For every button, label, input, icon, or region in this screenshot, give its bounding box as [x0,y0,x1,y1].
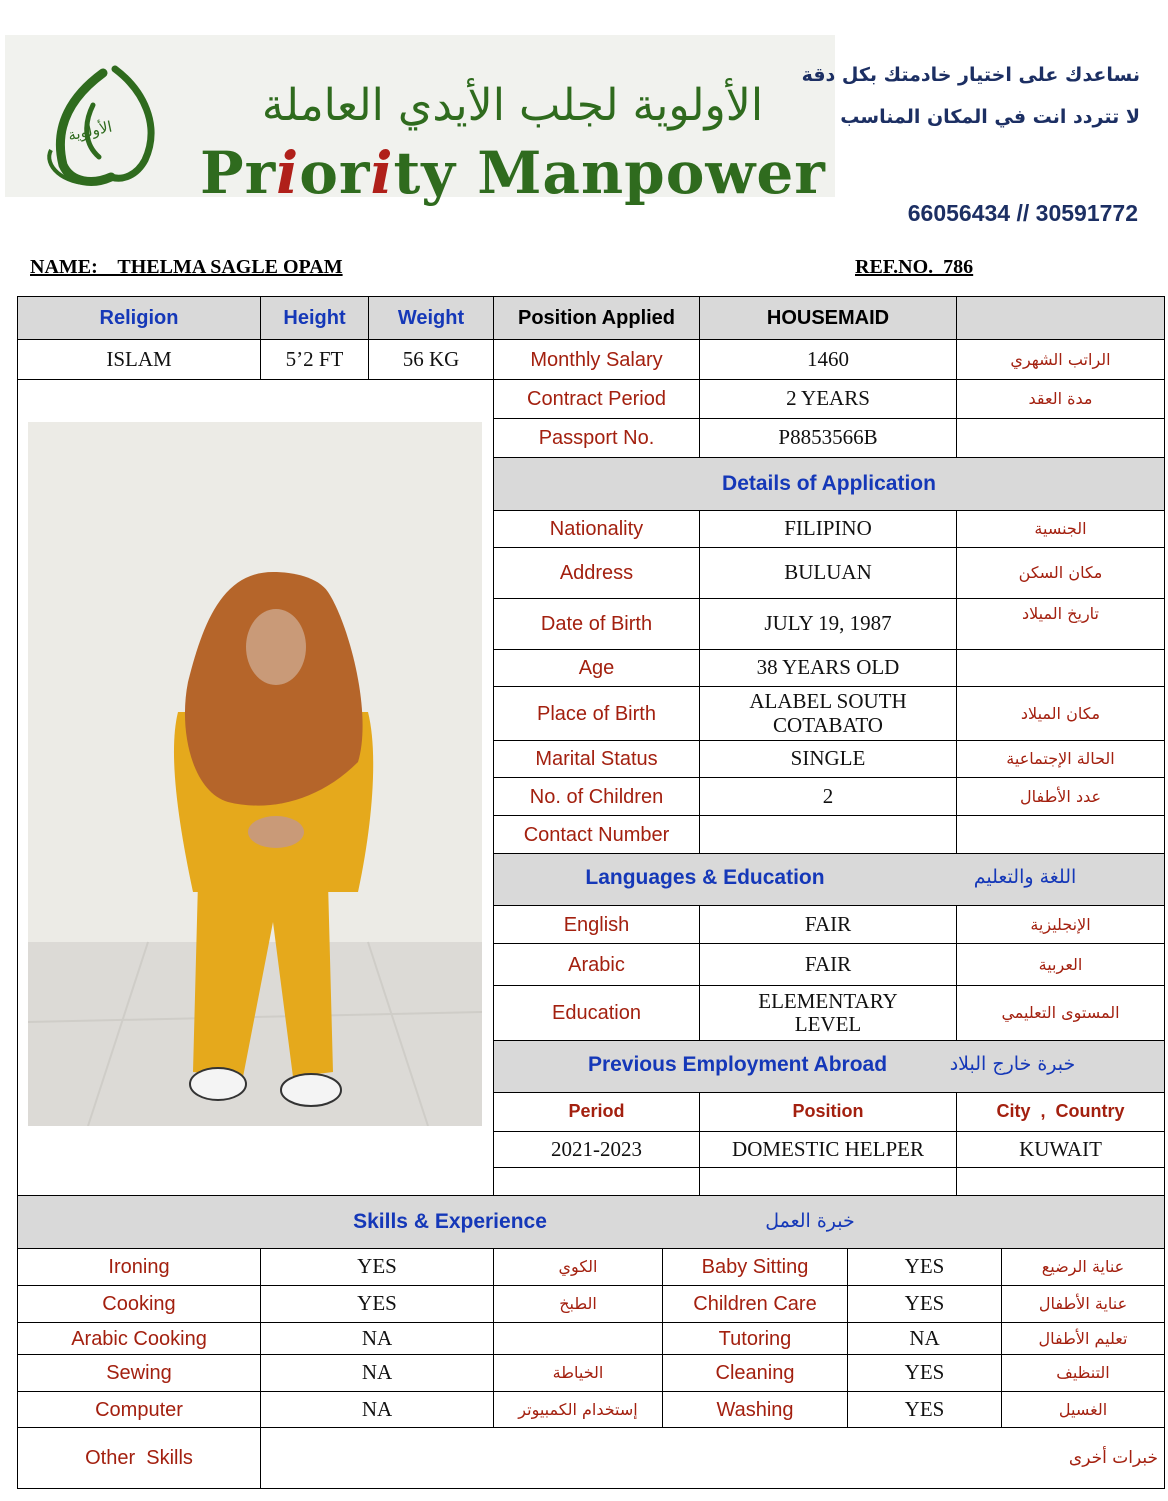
employment-position: DOMESTIC HELPER [699,1131,957,1168]
marital-status-value: SINGLE [699,740,957,778]
slogan-line-2: لا تتردد انت في المكان المناسب [840,106,1140,128]
reference-number: REF.NO. 786 [855,256,974,278]
emblem-text: الأولوية [66,117,114,145]
date-of-birth-label: Date of Birth [493,598,700,650]
position-empty-cell [956,296,1165,340]
skill-cooking-arabic: الطبخ [493,1285,663,1323]
skill-tutoring-label: Tutoring [662,1322,848,1355]
employment-col-position: Position [699,1092,957,1132]
employment-city: KUWAIT [956,1131,1165,1168]
position-applied-value: HOUSEMAID [699,296,957,340]
employment-empty-period [493,1167,700,1196]
skill-computer-value: NA [260,1391,494,1428]
passport-number-arabic [956,418,1165,458]
religion-header: Religion [17,296,261,340]
contract-period-label: Contract Period [493,379,700,419]
details-section-title: Details of Application [493,457,1165,511]
place-of-birth-arabic: مكان الميلاد [956,686,1165,741]
skill-sewing-value: NA [260,1354,494,1392]
other-skills-label [17,1427,261,1489]
weight-value: 56 KG [368,339,494,380]
contract-period-value: 2 YEARS [699,379,957,419]
height-value: 5’2 FT [260,339,369,380]
skill-washing-value: YES [847,1391,1002,1428]
skill-tutoring-value: NA [847,1322,1002,1355]
age-value: 38 YEARS OLD [699,649,957,687]
employment-col-city: City , Country [956,1092,1165,1132]
nationality-label: Nationality [493,510,700,548]
skill-tutoring-arabic: تعليم الأطفال [1001,1322,1165,1355]
employment-period: 2021-2023 [493,1131,700,1168]
employment-section-title: Previous Employment Abroad [587,1053,888,1076]
children-label: No. of Children [493,777,700,816]
date-of-birth-value: JULY 19, 1987 [699,598,957,650]
children-arabic: عدد الأطفال [956,777,1165,816]
skill-cooking-label: Cooking [17,1285,261,1323]
employment-col-period: Period [493,1092,700,1132]
arabic-value: FAIR [699,943,957,986]
skill-children-care-value: YES [847,1285,1002,1323]
company-name-english: Priority Manpower [200,139,826,207]
skill-ironing-label: Ironing [17,1248,261,1286]
skill-cleaning-arabic: التنظيف [1001,1354,1165,1392]
marital-status-label: Marital Status [493,740,700,778]
skills-section-title: Skills & Experience [353,1210,547,1233]
employment-section-title-arabic: خبرة خارج البلاد [949,1053,1076,1075]
height-header: Height [260,296,369,340]
skill-computer-arabic: إستخدام الكمبيوتر [493,1391,663,1428]
skill-children-care-label: Children Care [662,1285,848,1323]
skill-sewing-arabic: الخياطة [493,1354,663,1392]
skill-washing-arabic: الغسيل [1001,1391,1165,1428]
company-name-arabic: الأولوية لجلب الأيدي العاملة [261,80,764,131]
address-arabic: مكان السكن [956,547,1165,599]
skill-arabic-cooking-arabic [493,1322,663,1355]
employment-empty-position [699,1167,957,1196]
skill-baby-sitting-label: Baby Sitting [662,1248,848,1286]
religion-value: ISLAM [17,339,261,380]
address-label: Address [493,547,700,599]
other-skills-value [260,1427,1165,1489]
skill-baby-sitting-value: YES [847,1248,1002,1286]
contact-number-label: Contact Number [493,815,700,854]
monthly-salary-label: Monthly Salary [493,339,700,380]
applicant-name: NAME: THELMA SAGLE OPAM [30,256,343,278]
skill-arabic-cooking-value: NA [260,1322,494,1355]
other-skills-arabic: خبرات أخرى [1068,1447,1158,1468]
other-skills-label-text: Other Skills [85,1447,193,1469]
skill-cooking-value: YES [260,1285,494,1323]
skill-baby-sitting-arabic: عناية الرضيع [1001,1248,1165,1286]
passport-number-value: P8853566B [699,418,957,458]
applicant-photo-illustration [28,422,482,1126]
date-of-birth-arabic: تاريخ الميلاد [956,598,1165,650]
english-value: FAIR [699,905,957,944]
employment-empty-city [956,1167,1165,1196]
phone-numbers: 66056434 // 30591772 [907,200,1138,226]
skill-arabic-cooking-label: Arabic Cooking [17,1322,261,1355]
address-value: BULUAN [699,547,957,599]
nationality-value: FILIPINO [699,510,957,548]
english-arabic: الإنجليزية [956,905,1165,944]
position-applied-label: Position Applied [493,296,700,340]
skill-ironing-arabic: الكوي [493,1248,663,1286]
age-label: Age [493,649,700,687]
passport-number-label: Passport No. [493,418,700,458]
contact-number-arabic [956,815,1165,854]
skill-ironing-value: YES [260,1248,494,1286]
place-of-birth-value: ALABEL SOUTH COTABATO [699,686,957,741]
nationality-arabic: الجنسية [956,510,1165,548]
place-of-birth-label: Place of Birth [493,686,700,741]
arabic-label: Arabic [493,943,700,986]
education-value: ELEMENTARY LEVEL [699,985,957,1041]
english-label: English [493,905,700,944]
marital-status-arabic: الحالة الإجتماعية [956,740,1165,778]
skill-children-care-arabic: عناية الأطفال [1001,1285,1165,1323]
slogan-line-1: نساعدك على اختيار خادمتك بكل دقة [801,64,1140,86]
languages-section-title: Languages & Education [585,866,825,889]
skill-computer-label: Computer [17,1391,261,1428]
education-label: Education [493,985,700,1041]
contact-number-value [699,815,957,854]
arabic-arabic: العربية [956,943,1165,986]
weight-header: Weight [368,296,494,340]
monthly-salary-value: 1460 [699,339,957,380]
children-value: 2 [699,777,957,816]
applicant-photo [28,422,482,1126]
languages-section-title-arabic: اللغة والتعليم [973,866,1077,888]
monthly-salary-arabic: الراتب الشهري [956,339,1165,380]
company-logo-banner [5,35,835,207]
skill-sewing-label: Sewing [17,1354,261,1392]
age-arabic [956,649,1165,687]
skill-washing-label: Washing [662,1391,848,1428]
education-arabic: المستوى التعليمي [956,985,1165,1041]
contract-period-arabic: مدة العقد [956,379,1165,419]
skill-cleaning-value: YES [847,1354,1002,1392]
skills-section-title-arabic: خبرة العمل [765,1210,855,1232]
skill-cleaning-label: Cleaning [662,1354,848,1392]
